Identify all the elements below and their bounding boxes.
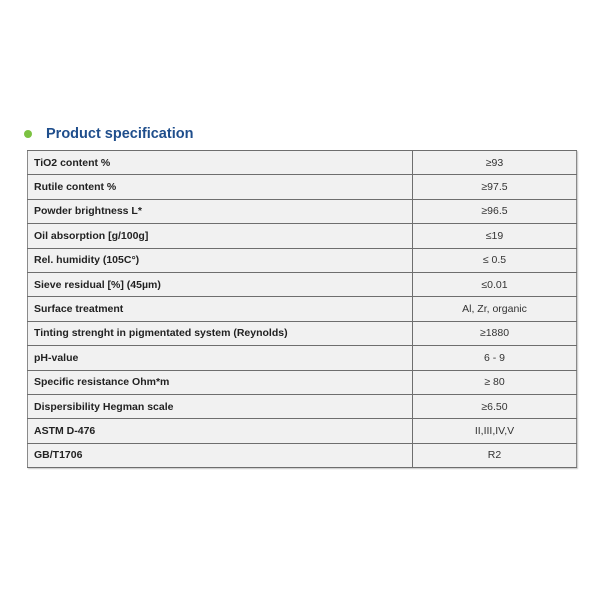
table-row [28,224,577,248]
property-label: Sieve residual [%] (45µm) [28,272,413,296]
property-value: ≥1880 [413,321,577,345]
property-label: Oil absorption [g/100g] [28,224,413,248]
property-value: ≥93 [413,151,577,175]
table-row [28,248,577,272]
property-value: ≥ 80 [413,370,577,394]
property-label: Rel. humidity (105C°) [28,248,413,272]
property-value: ≤19 [413,224,577,248]
section-heading [24,124,193,144]
specification-table [27,150,577,468]
property-label: Specific resistance Ohm*m [28,370,413,394]
property-value: ≤0.01 [413,272,577,296]
property-value: ≥96.5 [413,199,577,223]
table-row [28,370,577,394]
property-value: Al, Zr, organic [413,297,577,321]
property-value: R2 [413,443,577,467]
table-row [28,297,577,321]
table-row [28,151,577,175]
property-label: Powder brightness L* [28,199,413,223]
property-label: Tinting strenght in pigmentated system (Reynolds) [28,321,413,345]
table-row [28,443,577,467]
table-row [28,394,577,418]
property-label: Dispersibility Hegman scale [28,394,413,418]
property-label: ASTM D-476 [28,419,413,443]
property-label: TiO2 content % [28,151,413,175]
property-label: GB/T1706 [28,443,413,467]
table-row [28,272,577,296]
table-row [28,199,577,223]
property-value: ≤ 0.5 [413,248,577,272]
property-label: Rutile content % [28,175,413,199]
bullet-icon [24,130,32,138]
property-label: pH-value [28,346,413,370]
section-title: Product specification [46,126,194,142]
table-row [28,419,577,443]
property-value: ≥97.5 [413,175,577,199]
property-value: II,III,IV,V [413,419,577,443]
property-value: ≥6.50 [413,394,577,418]
property-label: Surface treatment [28,297,413,321]
table-row [28,321,577,345]
table-row [28,175,577,199]
table-row [28,346,577,370]
property-value: 6 - 9 [413,346,577,370]
